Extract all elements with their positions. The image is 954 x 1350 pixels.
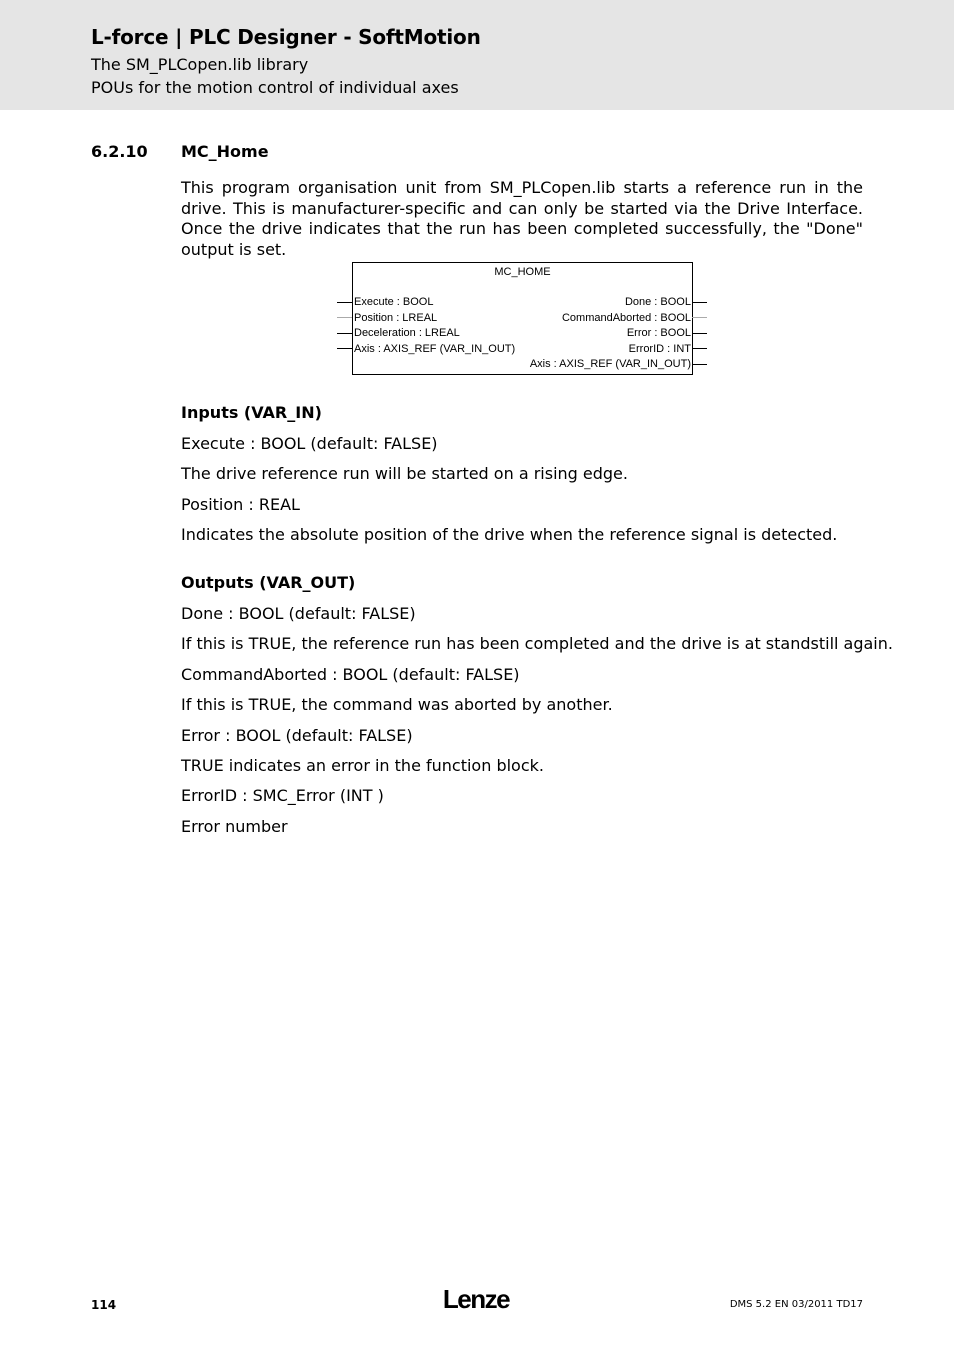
fb-output-stub-error-id [692,348,707,349]
fb-input-stub-execute [337,302,352,303]
fb-input-execute: Execute : BOOL [354,296,434,308]
fb-output-error-id: ErrorID : INT [628,342,691,355]
input-execute-type: Execute : BOOL (default: FALSE) [181,434,438,453]
output-error-id-type: ErrorID : SMC_Error (INT ) [181,786,384,805]
fb-output-stub-command-aborted [692,317,707,318]
outputs-heading: Outputs (VAR_OUT) [181,573,356,592]
fb-output-stub-done [692,302,707,303]
output-done-type: Done : BOOL (default: FALSE) [181,604,416,623]
page-number: 114 [91,1298,117,1312]
output-done-desc: If this is TRUE, the reference run has been completed and the drive is at standstill again. [181,634,893,653]
inputs-heading: Inputs (VAR_IN) [181,403,322,422]
fb-output-done: Done : BOOL [624,296,691,308]
header-title: L-force | PLC Designer - SoftMotion [91,25,481,49]
fb-output-axis: Axis : AXIS_REF (VAR_IN_OUT) [529,358,691,370]
section-number: 6.2.10 [91,142,148,161]
svg-text:Lenze: Lenze [442,1286,510,1314]
header-subtitle-chapter: POUs for the motion control of individual axes [91,78,459,97]
input-execute-desc: The drive reference run will be started on a rising edge. [181,464,628,483]
fb-input-axis: Axis : AXIS_REF (VAR_IN_OUT) [354,342,516,355]
fb-output-error: Error : BOOL [626,327,691,339]
fb-input-stub-position [337,317,352,318]
input-position-type: Position : REAL [181,495,300,514]
function-block-diagram [352,262,693,375]
page-header [0,0,954,110]
input-position-desc: Indicates the absolute position of the drive when the reference signal is detected. [181,525,838,544]
document-reference: DMS 5.2 EN 03/2011 TD17 [729,1299,863,1310]
output-command-aborted-type: CommandAborted : BOOL (default: FALSE) [181,665,520,684]
fb-input-stub-deceleration [337,333,352,334]
section-intro: This program organisation unit from SM_PLCopen.lib starts a reference run in the drive. This is manufacturer-specific and can only be started via the Drive Interface. Once the drive indicates that the run has been completed successfully, the "Done" output is set. [181,178,863,259]
header-subtitle-library: The SM_PLCopen.lib library [91,55,309,74]
fb-output-command-aborted: CommandAborted : BOOL [561,311,691,324]
fb-output-stub-axis [692,364,707,365]
fb-input-stub-axis [337,348,352,349]
fb-input-position: Position : LREAL [354,311,438,324]
output-error-type: Error : BOOL (default: FALSE) [181,726,413,745]
lenze-logo-icon [436,1286,516,1314]
output-error-desc: TRUE indicates an error in the function block. [181,756,544,775]
function-block-name: MC_HOME [494,266,551,278]
fb-output-stub-error [692,333,707,334]
fb-input-deceleration: Deceleration : LREAL [354,327,460,339]
section-title: MC_Home [181,142,269,161]
output-command-aborted-desc: If this is TRUE, the command was aborted by another. [181,695,613,714]
output-error-id-desc: Error number [181,817,288,836]
